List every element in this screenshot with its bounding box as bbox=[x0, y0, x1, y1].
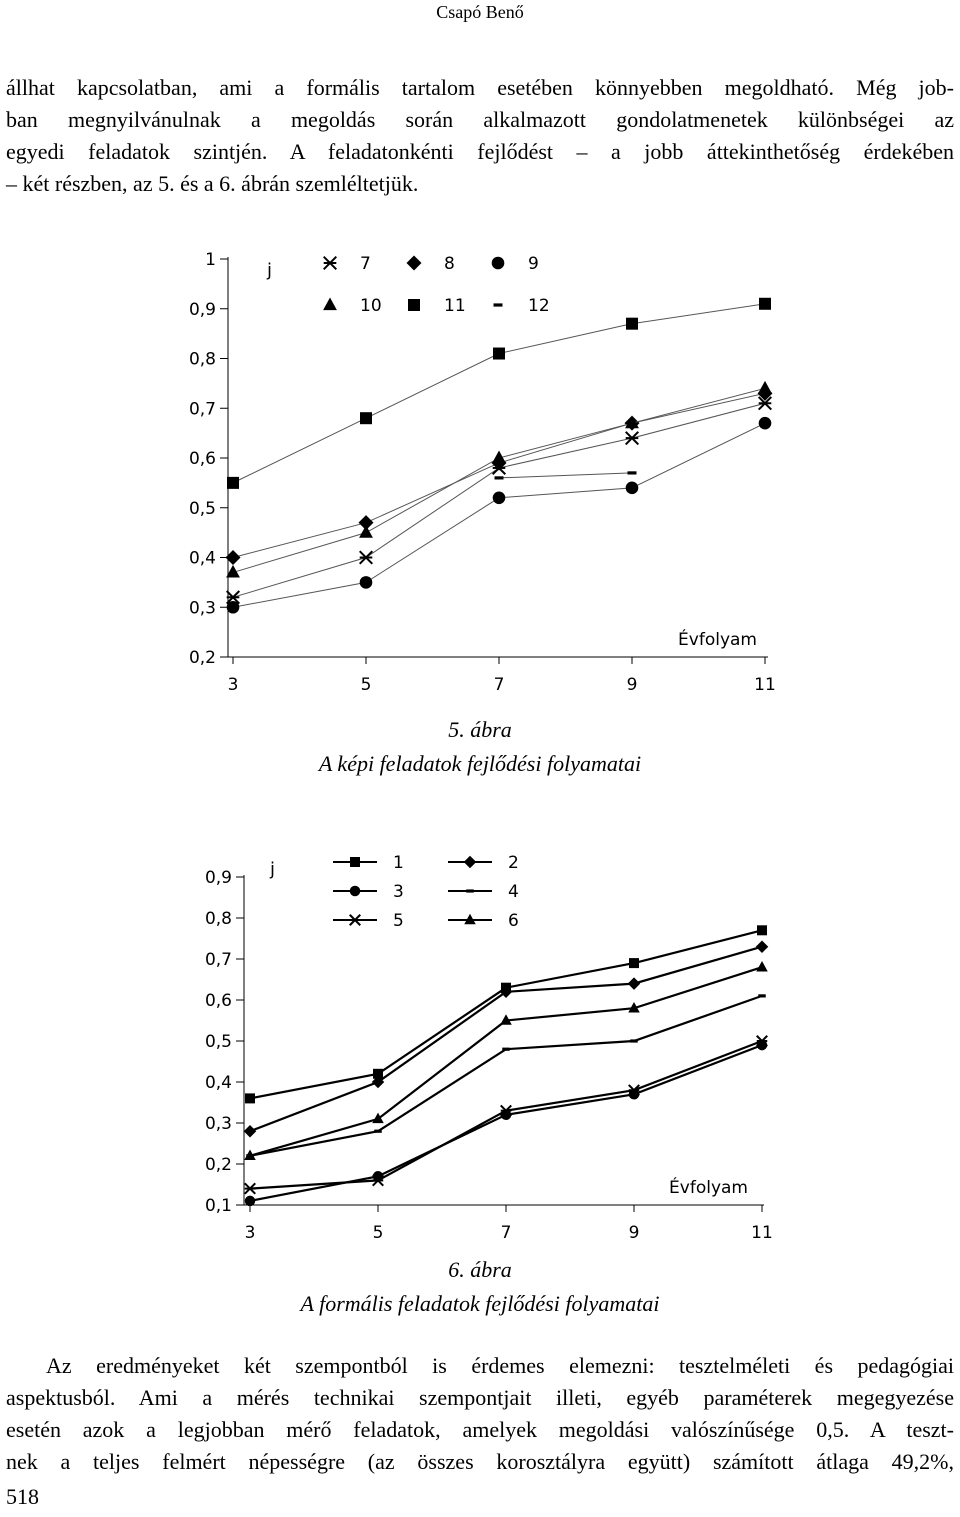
data-point-9 bbox=[227, 601, 240, 614]
figure-5-title: A képi feladatok fejlődési folyamatai bbox=[318, 751, 642, 776]
legend-marker-4 bbox=[466, 889, 474, 892]
data-point-3 bbox=[245, 1196, 256, 1207]
legend-label-11: 11 bbox=[444, 296, 466, 316]
figure-6-title: A formális feladatok fejlődési folyamatai bbox=[300, 1291, 660, 1316]
data-point-2-shape bbox=[756, 940, 769, 953]
data-point-4 bbox=[630, 1039, 638, 1042]
data-point-2 bbox=[628, 977, 641, 990]
data-point-12-shape bbox=[628, 471, 637, 474]
figure-5-chart bbox=[0, 235, 960, 710]
legend-label-2: 2 bbox=[508, 853, 519, 873]
data-point-11-shape bbox=[759, 298, 771, 310]
legend-marker-8 bbox=[407, 256, 422, 271]
series-line-8 bbox=[233, 393, 765, 557]
data-point-11-shape bbox=[227, 477, 239, 489]
data-point-9-shape bbox=[227, 601, 240, 614]
data-point-11 bbox=[626, 318, 638, 330]
data-point-9-shape bbox=[626, 482, 639, 495]
data-point-6 bbox=[372, 1113, 384, 1124]
data-point-4-shape bbox=[758, 994, 766, 997]
legend-label-3: 3 bbox=[393, 882, 404, 902]
legend-marker-3 bbox=[350, 886, 361, 897]
data-point-1 bbox=[629, 958, 639, 968]
legend-marker-8-shape bbox=[407, 256, 422, 271]
legend-marker-9 bbox=[492, 257, 505, 270]
data-point-2 bbox=[756, 940, 769, 953]
data-point-7 bbox=[360, 551, 373, 564]
x-tick-label: 9 bbox=[628, 1223, 640, 1243]
legend-marker-11-shape bbox=[408, 299, 420, 311]
y-tick-label: 0,8 bbox=[204, 909, 232, 929]
x-tick-label: 5 bbox=[372, 1223, 384, 1243]
legend-label-1: 1 bbox=[393, 853, 404, 873]
series-line-12 bbox=[499, 473, 632, 478]
x-tick-label: 7 bbox=[493, 675, 505, 695]
paragraph-bottom bbox=[6, 1350, 954, 1478]
data-point-7 bbox=[626, 432, 639, 445]
legend-label-4: 4 bbox=[508, 882, 519, 902]
running-header: Csapó Benő bbox=[436, 2, 524, 22]
x-tick-label: 3 bbox=[244, 1223, 256, 1243]
text-line: nek a teljes felmért népességre (az összes korosztályra együtt) számított átlaga 49,2%, bbox=[6, 1449, 954, 1474]
legend-label-6: 6 bbox=[508, 911, 519, 931]
figure-6-svg bbox=[0, 835, 960, 1250]
data-point-12 bbox=[495, 476, 504, 479]
x-axis-title: Évfolyam bbox=[669, 1178, 748, 1198]
legend-marker-1 bbox=[350, 857, 360, 867]
x-tick-label: 11 bbox=[751, 1223, 773, 1243]
data-point-1-shape bbox=[245, 1093, 255, 1103]
text-line: egyedi feladatok szintjén. A feladatonkénti fejlődést – a jobb áttekinthetőség érdekében bbox=[6, 139, 954, 164]
figure-5-label: 5. ábra bbox=[448, 717, 512, 742]
data-point-5 bbox=[245, 1183, 256, 1194]
text-line: esetén azok a legjobban mérő feladatok, amelyek megoldási valószínűsége 0,5. A teszt- bbox=[6, 1417, 954, 1442]
data-point-10-shape bbox=[359, 525, 373, 538]
page-number: 518 bbox=[6, 1484, 39, 1509]
legend-marker-2-shape bbox=[464, 856, 477, 869]
legend-title: j bbox=[270, 859, 276, 880]
figure-6-caption bbox=[0, 1253, 960, 1321]
legend-marker-12-shape bbox=[494, 303, 503, 306]
data-point-4-shape bbox=[374, 1130, 382, 1133]
data-point-12-shape bbox=[495, 476, 504, 479]
data-point-11 bbox=[227, 477, 239, 489]
data-point-2 bbox=[244, 1125, 257, 1138]
y-tick-label: 0,5 bbox=[204, 1032, 232, 1052]
text-line: aspektusból. Ami a mérés technikai szempontjait illeti, egyéb paraméterek megegyezése bbox=[6, 1385, 954, 1410]
text-line: állhat kapcsolatban, ami a formális tartalom esetében könnyebben megoldható. Még job- bbox=[6, 75, 954, 100]
figure-5-caption bbox=[0, 713, 960, 781]
y-tick-label: 0,9 bbox=[204, 868, 232, 888]
data-point-9 bbox=[360, 576, 373, 589]
legend-marker-10-shape bbox=[323, 298, 337, 311]
y-tick-label: 0,5 bbox=[188, 498, 216, 519]
data-point-1-shape bbox=[629, 958, 639, 968]
legend-marker-9-shape bbox=[492, 257, 505, 270]
data-point-10 bbox=[758, 381, 772, 394]
y-tick-label: 0,4 bbox=[204, 1073, 232, 1093]
figure-6-chart bbox=[0, 835, 960, 1255]
data-point-12 bbox=[628, 471, 637, 474]
text-line: – két részben, az 5. és a 6. ábrán szemléltetjük. bbox=[6, 171, 419, 196]
legend-label-7: 7 bbox=[360, 254, 371, 274]
y-tick-label: 0,6 bbox=[204, 991, 232, 1011]
data-point-11-shape bbox=[626, 318, 638, 330]
data-point-6-shape bbox=[372, 1113, 384, 1124]
legend-label-8: 8 bbox=[444, 254, 455, 274]
data-point-9-shape bbox=[360, 576, 373, 589]
legend-marker-3-shape bbox=[350, 886, 361, 897]
data-point-1 bbox=[245, 1093, 255, 1103]
legend-marker-1-shape bbox=[350, 857, 360, 867]
y-tick-label: 0,4 bbox=[188, 548, 216, 569]
data-point-9 bbox=[626, 482, 639, 495]
data-point-4 bbox=[374, 1130, 382, 1133]
data-point-2-shape bbox=[628, 977, 641, 990]
y-tick-label: 0,2 bbox=[204, 1155, 232, 1175]
data-point-11 bbox=[759, 298, 771, 310]
data-point-11 bbox=[493, 348, 505, 360]
data-point-9-shape bbox=[759, 417, 772, 430]
y-tick-label: 0,1 bbox=[204, 1196, 232, 1216]
legend-marker-12 bbox=[494, 303, 503, 306]
x-axis-title: Évfolyam bbox=[678, 630, 757, 650]
figure-5-svg bbox=[0, 235, 960, 705]
data-point-3-shape bbox=[245, 1196, 256, 1207]
x-tick-label: 5 bbox=[360, 675, 372, 695]
x-tick-label: 9 bbox=[626, 675, 638, 695]
data-point-9 bbox=[493, 492, 506, 505]
data-point-1 bbox=[757, 925, 767, 935]
data-point-9-shape bbox=[493, 492, 506, 505]
y-tick-label: 0,8 bbox=[188, 349, 216, 370]
data-point-10-shape bbox=[758, 381, 772, 394]
data-point-6-shape bbox=[756, 961, 768, 972]
data-point-11 bbox=[360, 412, 372, 424]
legend-marker-4-shape bbox=[466, 889, 474, 892]
data-point-4-shape bbox=[630, 1039, 638, 1042]
legend-label-5: 5 bbox=[393, 911, 404, 931]
legend-marker-5 bbox=[350, 915, 361, 926]
legend-marker-2 bbox=[464, 856, 477, 869]
x-tick-label: 11 bbox=[754, 675, 776, 695]
data-point-2-shape bbox=[244, 1125, 257, 1138]
x-tick-label: 3 bbox=[227, 675, 239, 695]
y-tick-label: 0,2 bbox=[188, 648, 216, 668]
data-point-4 bbox=[502, 1048, 510, 1051]
data-point-11-shape bbox=[493, 348, 505, 360]
text-line: Az eredményeket két szempontból is érdemes elemezni: tesztelméleti és pedagógiai bbox=[46, 1353, 954, 1378]
text-line: ban megnyilvánulnak a megoldás során alkalmazott gondolatmenetek különbségei az bbox=[6, 107, 954, 132]
y-tick-label: 0,6 bbox=[188, 449, 216, 469]
data-point-6 bbox=[756, 961, 768, 972]
legend-title: j bbox=[267, 260, 273, 281]
legend-label-9: 9 bbox=[528, 254, 539, 274]
data-point-4-shape bbox=[502, 1048, 510, 1051]
legend-label-10: 10 bbox=[360, 296, 382, 316]
series-line-2 bbox=[250, 947, 762, 1131]
y-tick-label: 0,3 bbox=[204, 1114, 232, 1134]
legend-label-12: 12 bbox=[528, 296, 550, 316]
y-tick-label: 0,3 bbox=[188, 598, 216, 619]
data-point-4 bbox=[758, 994, 766, 997]
data-point-10 bbox=[359, 525, 373, 538]
series-line-10 bbox=[233, 388, 765, 572]
x-tick-label: 7 bbox=[500, 1223, 512, 1243]
figure-6-label: 6. ábra bbox=[448, 1257, 512, 1282]
paragraph-top bbox=[6, 72, 954, 200]
data-point-1-shape bbox=[757, 925, 767, 935]
y-tick-label: 1 bbox=[205, 250, 216, 270]
y-tick-label: 0,7 bbox=[188, 399, 216, 420]
y-tick-label: 0,7 bbox=[204, 950, 232, 970]
legend-marker-11 bbox=[408, 299, 420, 311]
legend-marker-10 bbox=[323, 298, 337, 311]
legend-marker-7 bbox=[324, 257, 337, 270]
data-point-9 bbox=[759, 417, 772, 430]
data-point-11-shape bbox=[360, 412, 372, 424]
y-tick-label: 0,9 bbox=[188, 299, 216, 320]
